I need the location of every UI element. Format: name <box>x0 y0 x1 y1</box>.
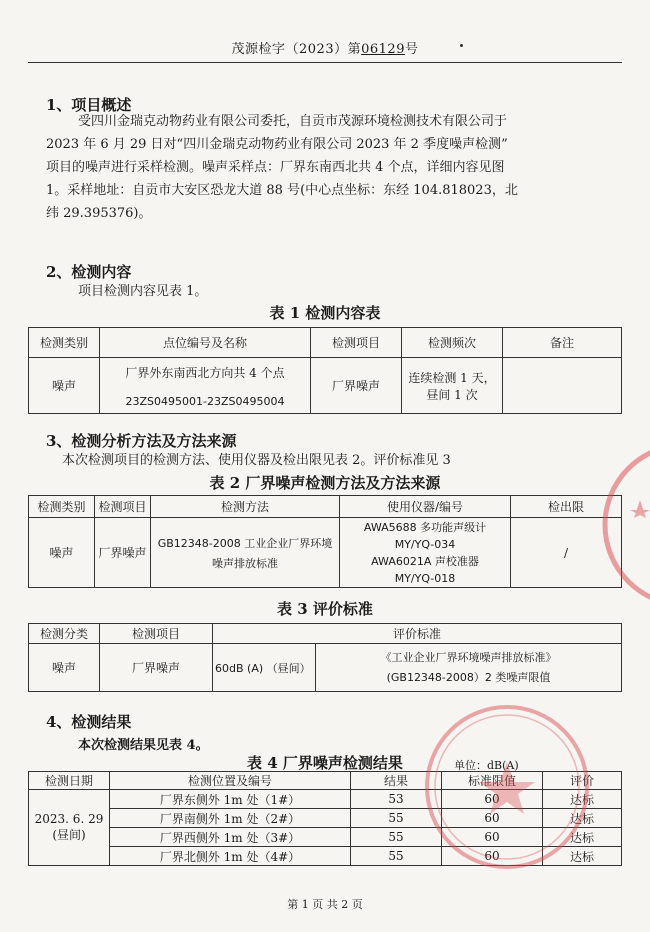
t1-header-freq: 检测频次 <box>402 328 503 358</box>
section-3-title: 3、检测分析方法及方法来源 <box>46 432 237 450</box>
t3-category: 噪声 <box>29 644 100 692</box>
s1-line-1: 受四川金瑞克动物药业有限公司委托，自贡市茂源环境检测技术有限公司于 <box>78 114 508 129</box>
t4-header-eval: 评价 <box>543 772 622 790</box>
t3-header-standard: 评价标准 <box>213 624 622 644</box>
section-4-title: 4、检测结果 <box>46 713 132 731</box>
t1-category: 噪声 <box>29 358 100 414</box>
t4-eval: 达标 <box>543 790 622 809</box>
t1-header-remark: 备注 <box>503 328 622 358</box>
t4-result: 55 <box>351 809 442 828</box>
table-row <box>29 828 622 847</box>
s1-line-5: 纬 29.395376)。 <box>46 206 152 221</box>
t4-header-position: 检测位置及编号 <box>110 772 351 790</box>
report-serial: 06129 <box>361 42 405 57</box>
s1-line-4: 1。采样地址：自贡市大安区恐龙大道 88 号(中心点坐标：东经 104.818023，北 <box>46 183 518 198</box>
t4-pos: 厂界南侧外 1m 处（2#） <box>110 809 351 828</box>
table-1 <box>28 327 622 414</box>
t4-result: 55 <box>351 847 442 866</box>
t3-value: 60dB (A) （昼间） <box>213 644 316 692</box>
t4-eval: 达标 <box>543 847 622 866</box>
t4-limit: 60 <box>442 828 543 847</box>
section-1-body <box>46 110 606 225</box>
t2-header-method: 检测方法 <box>151 496 340 518</box>
report-number: 茂源检字（2023）第06129号 <box>231 42 419 57</box>
t4-limit: 60 <box>442 790 543 809</box>
t1-header-point: 点位编号及名称 <box>100 328 311 358</box>
section-1-title: 1、项目概述 <box>46 96 132 114</box>
t1-header-item: 检测项目 <box>311 328 402 358</box>
table-2-caption: 表 2 厂界噪声检测方法及方法来源 <box>209 474 441 492</box>
table-row <box>29 790 622 809</box>
table-3 <box>28 623 622 692</box>
t2-header-limit: 检出限 <box>511 496 622 518</box>
s1-line-2: 2023 年 6 月 29 日对“四川金瑞克动物药业有限公司 2023 年 2 季度噪声检测” <box>46 137 508 152</box>
section-3-body: 本次检测项目的检测方法、使用仪器及检出限见表 2。评价标准见 3 <box>62 453 451 468</box>
t2-method: GB12348-2008 工业企业厂界环境 噪声排放标准 <box>151 518 340 588</box>
t1-point: 厂界外东南西北方向共 4 个点 23ZS0495001-23ZS0495004 <box>100 358 311 414</box>
t4-unit: 单位：dB(A) <box>454 759 519 772</box>
t3-header-category: 检测分类 <box>29 624 100 644</box>
t4-pos: 厂界北侧外 1m 处（4#） <box>110 847 351 866</box>
t3-standard: 《工业企业厂界环境噪声排放标准》 (GB12348-2008）2 类噪声限值 <box>316 644 622 692</box>
t2-limit: / <box>511 518 622 588</box>
t4-header-limit: 标准限值 <box>442 772 543 790</box>
t1-remark <box>503 358 622 414</box>
t4-header-date: 检测日期 <box>29 772 110 790</box>
table-row <box>29 847 622 866</box>
t2-header-category: 检测类别 <box>29 496 95 518</box>
t4-header-result: 结果 <box>351 772 442 790</box>
t4-result: 53 <box>351 790 442 809</box>
t4-eval: 达标 <box>543 809 622 828</box>
section-2-title: 2、检测内容 <box>46 263 132 281</box>
t2-header-item: 检测项目 <box>95 496 151 518</box>
t1-freq: 连续检测 1 天， 昼间 1 次 <box>402 358 503 414</box>
t4-pos: 厂界东侧外 1m 处（1#） <box>110 790 351 809</box>
t4-pos: 厂界西侧外 1m 处（3#） <box>110 828 351 847</box>
page-footer: 第 1 页 共 2 页 <box>287 898 363 911</box>
t4-limit: 60 <box>442 847 543 866</box>
table-row <box>29 809 622 828</box>
table-1-caption: 表 1 检测内容表 <box>269 304 381 322</box>
t3-header-item: 检测项目 <box>100 624 213 644</box>
t1-item: 厂界噪声 <box>311 358 402 414</box>
table-3-caption: 表 3 评价标准 <box>277 600 373 618</box>
table-4 <box>28 771 622 866</box>
header-rule <box>28 62 622 63</box>
s1-line-3: 项目的噪声进行采样检测。噪声采样点：厂界东南西北共 4 个点，详细内容见图 <box>46 160 505 175</box>
t4-eval: 达标 <box>543 828 622 847</box>
t4-date: 2023. 6. 29 (昼间) <box>29 790 110 866</box>
t4-result: 55 <box>351 828 442 847</box>
header-dot <box>460 44 463 47</box>
table-4-caption: 表 4 厂界噪声检测结果 <box>247 754 403 772</box>
t2-item: 厂界噪声 <box>95 518 151 588</box>
t3-item: 厂界噪声 <box>100 644 213 692</box>
t2-instrument: AWA5688 多功能声级计 MY/YQ-034 AWA6021A 声校准器 MY/YQ-018 <box>340 518 511 588</box>
t4-limit: 60 <box>442 809 543 828</box>
section-2-body: 项目检测内容见表 1。 <box>78 284 208 299</box>
t2-header-instrument: 使用仪器/编号 <box>340 496 511 518</box>
t2-category: 噪声 <box>29 518 95 588</box>
section-4-body: 本次检测结果见表 4。 <box>78 738 209 753</box>
table-2 <box>28 495 622 588</box>
t1-header-category: 检测类别 <box>29 328 100 358</box>
